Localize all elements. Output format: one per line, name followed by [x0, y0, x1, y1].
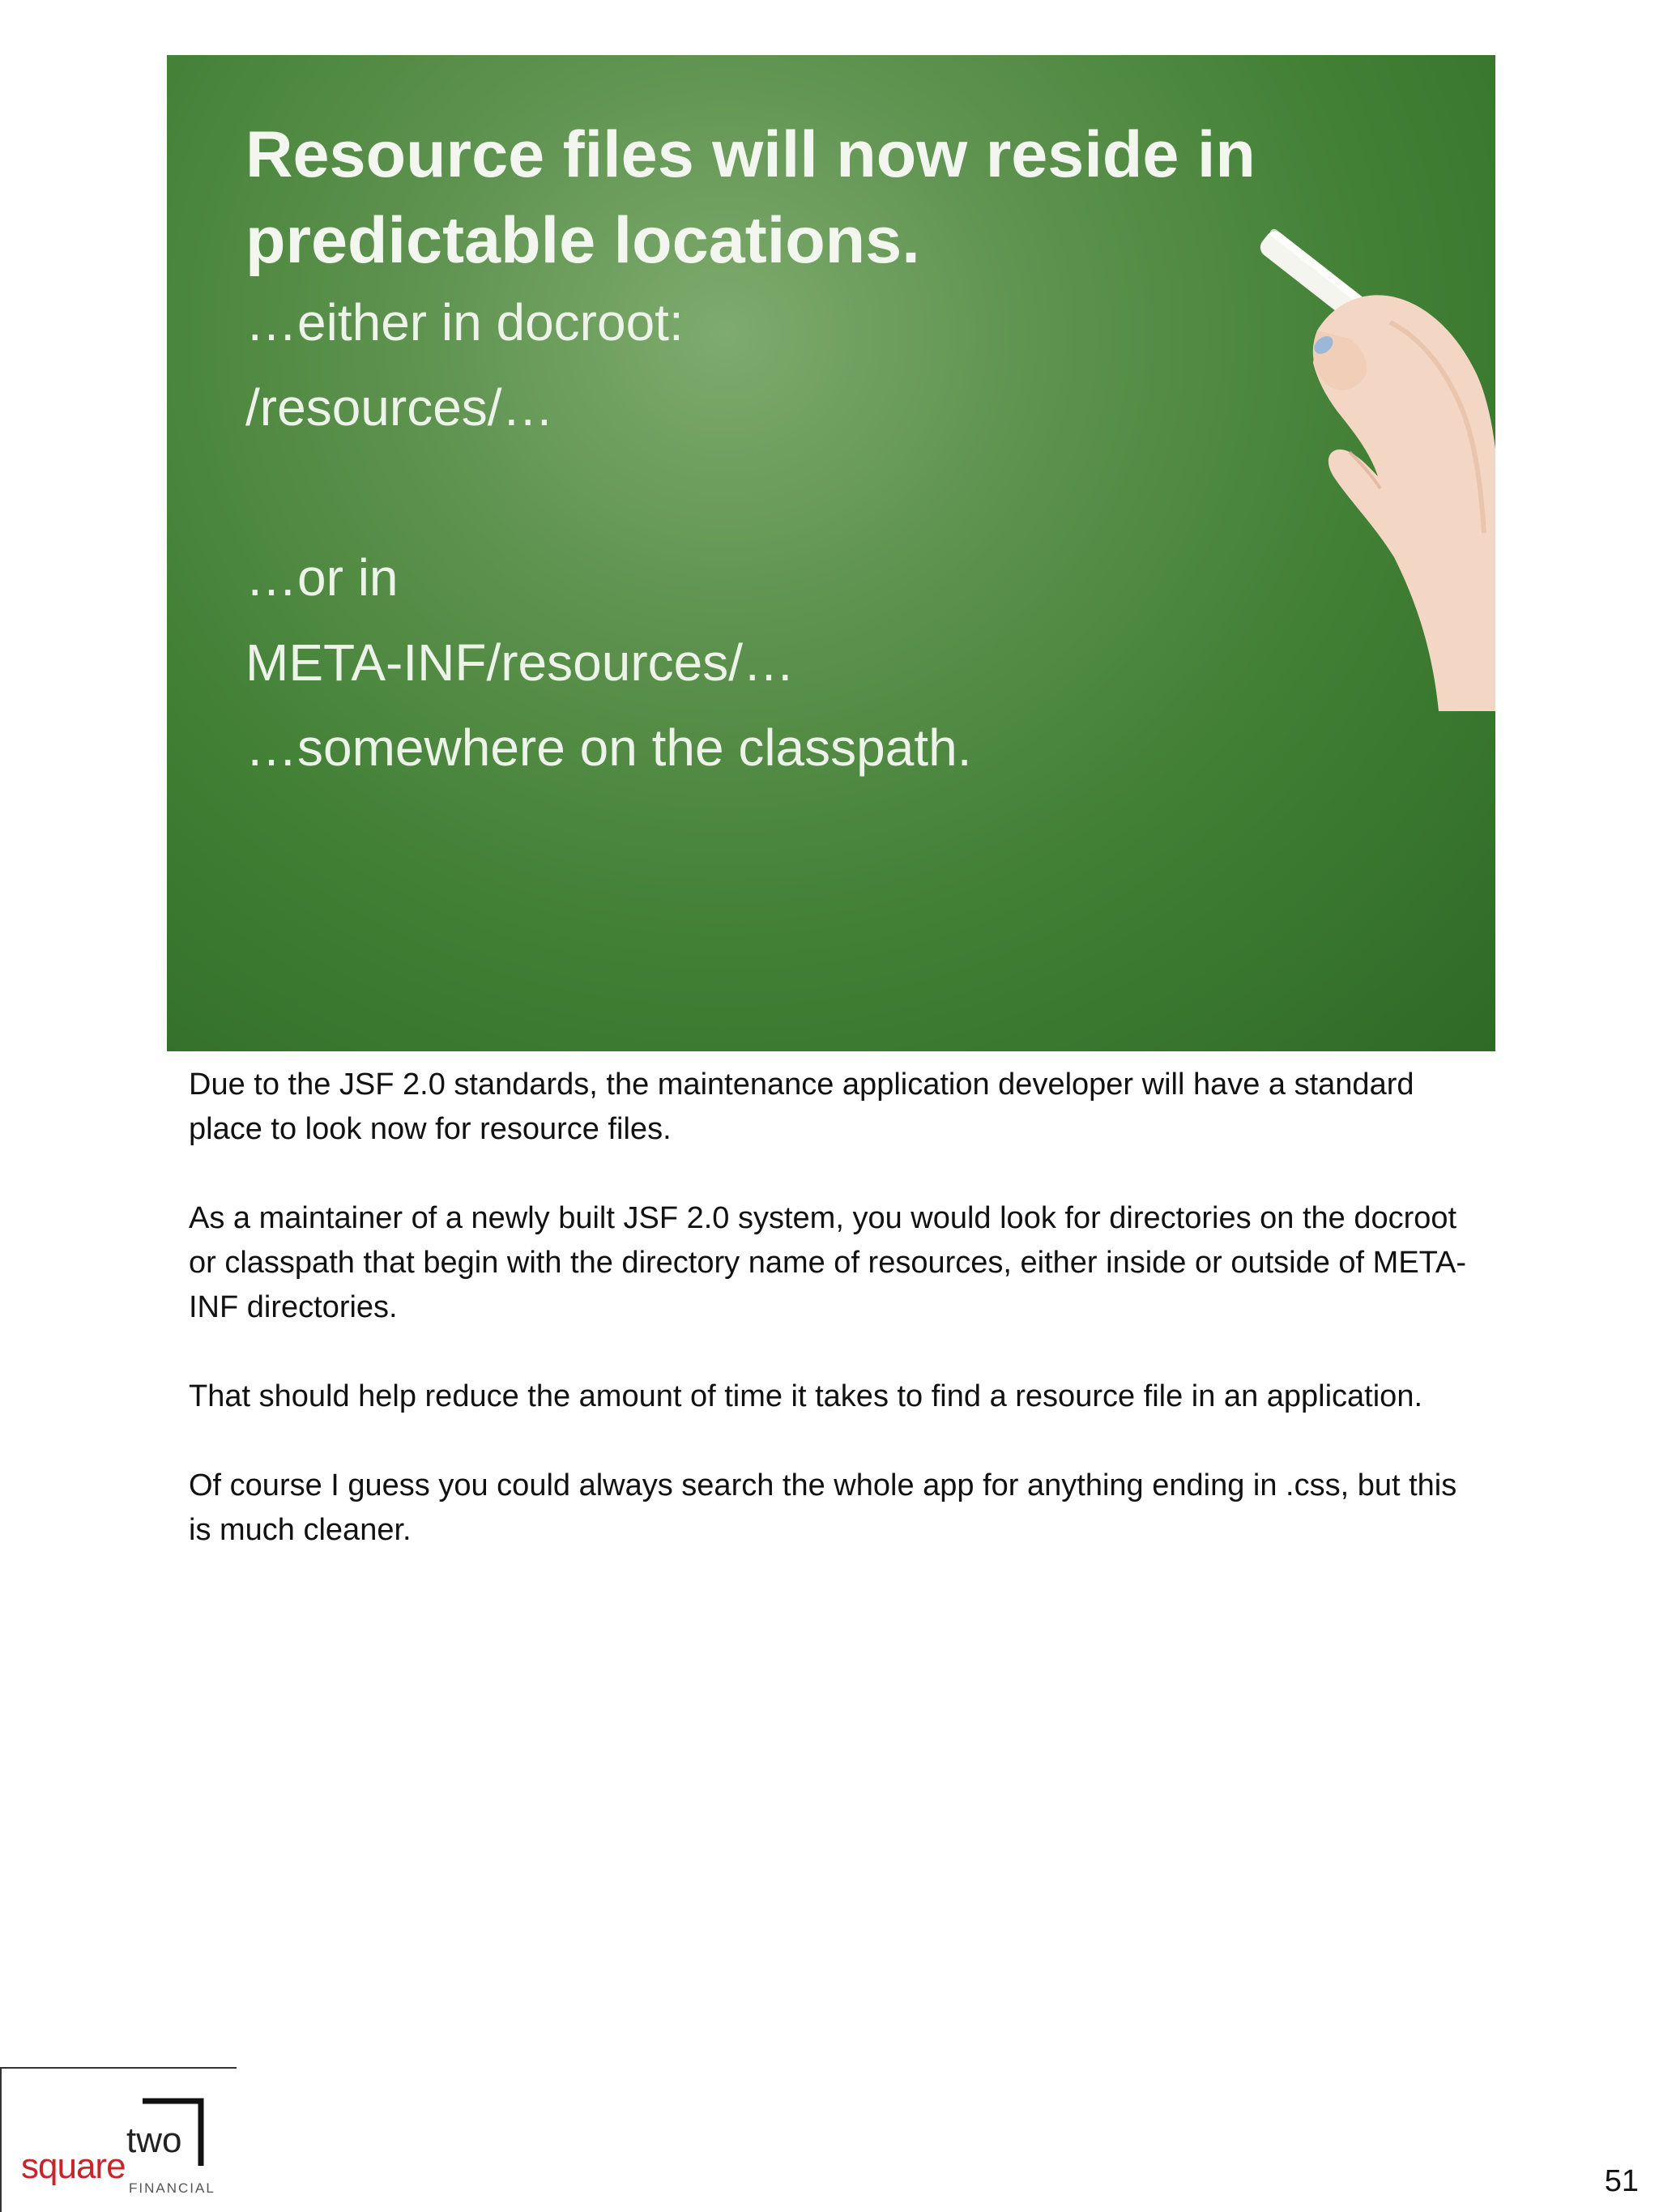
slide-line-docroot: …either in docroot:: [245, 293, 684, 352]
slide-line-resources: /resources/…: [245, 378, 554, 437]
slide-line-meta-inf: META-INF/resources/…: [245, 633, 795, 692]
notes-paragraph: Due to the JSF 2.0 standards, the maintenance application developer will have a standard place to look now for resource files.: [189, 1068, 1414, 1146]
hand-with-chalk-illustration: [1196, 209, 1495, 711]
notes-paragraph: As a maintainer of a newly built JSF 2.0 system, you would look for directories on the docroot or classpath that begin with the directory name of resources, either inside or outside of META-INF directories.: [189, 1201, 1467, 1324]
squaretwo-financial-logo: [21, 2088, 224, 2201]
logo-word-two: two: [126, 2120, 182, 2160]
logo-word-financial: FINANCIAL: [129, 2180, 215, 2196]
notes-paragraph: That should help reduce the amount of time it takes to find a resource file in an application.: [189, 1379, 1423, 1413]
slide-title: Resource files will now reside in predictable locations.: [245, 118, 1256, 277]
logo-frame-left: [0, 2067, 2, 2212]
page-number: 51: [1604, 2164, 1639, 2198]
speaker-notes: [189, 1063, 1485, 1597]
slide-image: [167, 55, 1495, 1051]
slide-line-or-in: …or in: [245, 548, 399, 607]
logo-word-square: square: [21, 2146, 126, 2186]
notes-paragraph: Of course I guess you could always search the whole app for anything ending in .css, but this is much cleaner.: [189, 1468, 1457, 1547]
logo-frame-top: [0, 2067, 237, 2069]
slide-line-classpath: …somewhere on the classpath.: [245, 718, 972, 777]
